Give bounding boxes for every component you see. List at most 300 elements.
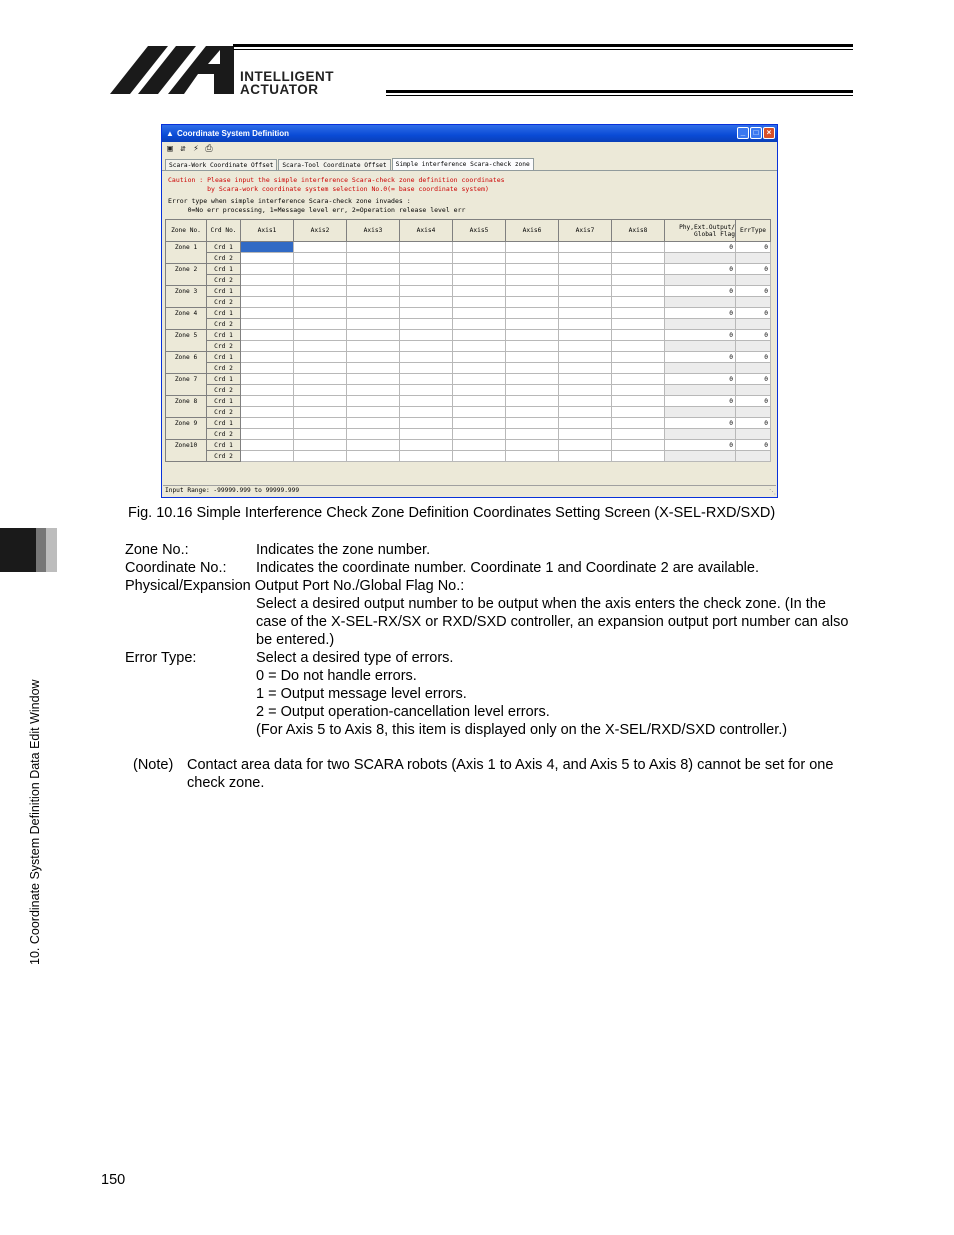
close-button[interactable]: × — [763, 127, 775, 139]
axis-value-cell[interactable] — [453, 374, 506, 385]
window-titlebar[interactable] — [162, 125, 777, 142]
axis-value-cell[interactable] — [241, 429, 294, 440]
chapter-side-label: 10. Coordinate System Definition Data Edit Window — [28, 679, 42, 965]
axis-value-cell[interactable] — [506, 297, 559, 308]
errtype-cell[interactable]: 0 — [736, 264, 771, 275]
axis-value-cell[interactable] — [294, 319, 347, 330]
coordinate-system-window — [161, 124, 778, 498]
axis-value-cell[interactable] — [347, 407, 400, 418]
axis-value-cell[interactable] — [612, 440, 665, 451]
output-flag-cell[interactable] — [665, 275, 736, 286]
axis-value-cell[interactable] — [347, 242, 400, 253]
output-flag-cell[interactable]: 0 — [665, 440, 736, 451]
axis-value-cell[interactable] — [453, 451, 506, 462]
axis-value-cell[interactable] — [241, 341, 294, 352]
zone-label: Zone 2 — [166, 264, 207, 275]
zone-label-blank — [166, 253, 207, 264]
zone-label: Zone 3 — [166, 286, 207, 297]
axis-value-cell[interactable] — [347, 308, 400, 319]
axis-value-cell[interactable] — [559, 308, 612, 319]
axis-value-cell[interactable] — [241, 330, 294, 341]
axis-value-cell[interactable] — [294, 330, 347, 341]
table-row — [166, 440, 771, 451]
table-row — [166, 319, 771, 330]
header-rule-top-thin — [233, 49, 853, 50]
output-flag-cell[interactable]: 0 — [665, 352, 736, 363]
axis-value-cell[interactable] — [506, 253, 559, 264]
axis-value-cell[interactable] — [559, 352, 612, 363]
zone-label-blank — [166, 297, 207, 308]
output-flag-cell[interactable]: 0 — [665, 308, 736, 319]
axis-value-cell[interactable] — [347, 363, 400, 374]
axis-value-cell[interactable] — [559, 396, 612, 407]
axis-value-cell[interactable] — [559, 440, 612, 451]
header-rule-bottom-thin — [386, 95, 853, 96]
resize-grip[interactable]: ⋱ — [769, 488, 776, 496]
axis-value-cell[interactable] — [400, 374, 453, 385]
axis-value-cell[interactable] — [453, 363, 506, 374]
output-flag-cell[interactable] — [665, 407, 736, 418]
brand-line-1: INTELLIGENT — [240, 69, 334, 84]
axis-value-cell[interactable] — [294, 341, 347, 352]
axis-value-cell[interactable] — [612, 253, 665, 264]
axis-value-cell[interactable] — [400, 319, 453, 330]
axis-value-cell[interactable] — [559, 264, 612, 275]
axis-value-cell[interactable] — [241, 385, 294, 396]
axis-value-cell[interactable] — [241, 253, 294, 264]
axis-value-cell[interactable] — [612, 330, 665, 341]
axis-value-cell[interactable] — [453, 407, 506, 418]
output-flag-cell[interactable]: 0 — [665, 418, 736, 429]
axis-value-cell[interactable] — [559, 385, 612, 396]
zone-label-blank — [166, 451, 207, 462]
output-flag-cell[interactable]: 0 — [665, 264, 736, 275]
column-header: Zone No. — [166, 220, 207, 242]
output-flag-cell[interactable] — [665, 341, 736, 352]
errtype-cell[interactable]: 0 — [736, 440, 771, 451]
zone-label-blank — [166, 363, 207, 374]
axis-value-cell[interactable] — [453, 440, 506, 451]
axis-value-cell[interactable] — [347, 253, 400, 264]
axis-value-cell[interactable] — [400, 242, 453, 253]
axis-value-cell[interactable] — [506, 418, 559, 429]
tab-strip — [162, 156, 777, 171]
axis-value-cell[interactable] — [400, 363, 453, 374]
axis-value-cell[interactable] — [612, 275, 665, 286]
axis-value-cell[interactable] — [347, 418, 400, 429]
output-flag-cell[interactable] — [665, 385, 736, 396]
page-number: 150 — [101, 1172, 126, 1188]
axis-value-cell[interactable] — [400, 297, 453, 308]
column-header: Axis5 — [453, 220, 506, 242]
coordinate-label: Crd 2 — [207, 385, 241, 396]
axis-value-cell[interactable] — [347, 429, 400, 440]
axis-value-cell[interactable] — [241, 308, 294, 319]
axis-value-cell[interactable] — [506, 385, 559, 396]
axis-value-cell[interactable] — [347, 264, 400, 275]
axis-value-cell[interactable] — [400, 253, 453, 264]
column-header: Axis7 — [559, 220, 612, 242]
errtype-cell[interactable]: 0 — [736, 286, 771, 297]
column-header: Crd No. — [207, 220, 241, 242]
errtype-cell[interactable] — [736, 451, 771, 462]
axis-value-cell[interactable] — [559, 242, 612, 253]
window-title: Coordinate System Definition — [177, 129, 290, 138]
axis-value-cell[interactable] — [294, 352, 347, 363]
axis-value-cell[interactable] — [347, 297, 400, 308]
axis-value-cell[interactable] — [453, 308, 506, 319]
axis-value-cell[interactable] — [612, 429, 665, 440]
axis-value-cell[interactable] — [612, 418, 665, 429]
axis-value-cell[interactable] — [559, 330, 612, 341]
axis-value-cell[interactable] — [347, 341, 400, 352]
axis-value-cell[interactable] — [347, 374, 400, 385]
transfer-icon[interactable]: ⇵ — [180, 144, 186, 154]
minimize-button[interactable]: _ — [737, 127, 749, 139]
table-row — [166, 385, 771, 396]
axis-value-cell[interactable] — [294, 429, 347, 440]
table-row — [166, 330, 771, 341]
axis-value-cell[interactable] — [506, 440, 559, 451]
zone-label: Zone 8 — [166, 396, 207, 407]
column-header: Phy,Ext.Output/ Global Flag — [665, 220, 736, 242]
axis-value-cell[interactable] — [347, 440, 400, 451]
zone-label: Zone 1 — [166, 242, 207, 253]
errtype-cell[interactable] — [736, 297, 771, 308]
errtype-cell[interactable] — [736, 407, 771, 418]
axis-value-cell[interactable] — [241, 374, 294, 385]
coordinate-label: Crd 2 — [207, 451, 241, 462]
axis-value-cell[interactable] — [294, 242, 347, 253]
coordinate-label: Crd 1 — [207, 418, 241, 429]
table-row — [166, 253, 771, 264]
tab-scara-work-offset[interactable]: Scara-Work Coordinate Offset — [165, 159, 277, 170]
errtype-cell[interactable] — [736, 363, 771, 374]
axis-value-cell[interactable] — [612, 308, 665, 319]
zone-label: Zone 7 — [166, 374, 207, 385]
axis-value-cell[interactable] — [400, 451, 453, 462]
axis-value-cell[interactable] — [453, 396, 506, 407]
axis-value-cell[interactable] — [453, 385, 506, 396]
axis-value-cell[interactable] — [506, 396, 559, 407]
zone-label: Zone 4 — [166, 308, 207, 319]
axis-value-cell[interactable] — [347, 275, 400, 286]
note-label: (Note) — [133, 757, 174, 773]
axis-value-cell[interactable] — [506, 319, 559, 330]
axis-value-cell[interactable] — [241, 440, 294, 451]
axis-value-cell[interactable] — [294, 363, 347, 374]
axis-value-cell[interactable] — [506, 363, 559, 374]
axis-value-cell[interactable] — [559, 297, 612, 308]
axis-value-cell[interactable] — [347, 396, 400, 407]
errtype-cell[interactable] — [736, 341, 771, 352]
output-flag-cell[interactable] — [665, 253, 736, 264]
output-flag-cell[interactable]: 0 — [665, 374, 736, 385]
table-row — [166, 374, 771, 385]
axis-value-cell[interactable] — [559, 319, 612, 330]
axis-value-cell[interactable] — [241, 275, 294, 286]
axis-value-cell[interactable] — [241, 396, 294, 407]
axis-value-cell[interactable] — [453, 242, 506, 253]
table-row — [166, 407, 771, 418]
tab-interference-zone[interactable]: Simple interference Scara-check zone — [392, 158, 534, 170]
axis-value-cell[interactable] — [559, 418, 612, 429]
output-flag-cell[interactable]: 0 — [665, 396, 736, 407]
axis-value-cell[interactable] — [453, 264, 506, 275]
tab-panel — [165, 173, 773, 483]
axis-value-cell[interactable] — [506, 341, 559, 352]
note-block — [133, 756, 858, 792]
coordinate-label: Crd 1 — [207, 352, 241, 363]
axis-value-cell[interactable] — [453, 319, 506, 330]
coordinate-label: Crd 2 — [207, 341, 241, 352]
coordinate-label: Crd 1 — [207, 264, 241, 275]
axis-value-cell[interactable] — [241, 363, 294, 374]
axis-value-cell[interactable] — [294, 407, 347, 418]
axis-value-cell[interactable] — [400, 341, 453, 352]
axis-value-cell[interactable] — [400, 418, 453, 429]
status-bar: Input Range: -99999.999 to 99999.999 — [163, 485, 776, 496]
output-flag-cell[interactable] — [665, 363, 736, 374]
coordinate-label: Crd 1 — [207, 374, 241, 385]
column-header: Axis4 — [400, 220, 453, 242]
axis-value-cell[interactable] — [453, 275, 506, 286]
zone-label-blank — [166, 429, 207, 440]
axis-value-cell[interactable] — [347, 319, 400, 330]
definition-output-term: Physical/Expansion Output Port No./Global Flag No.: — [125, 578, 465, 594]
axis-value-cell[interactable] — [559, 429, 612, 440]
column-header: Axis6 — [506, 220, 559, 242]
output-flag-cell[interactable] — [665, 451, 736, 462]
axis-value-cell[interactable] — [506, 352, 559, 363]
axis-value-cell[interactable] — [294, 286, 347, 297]
axis-value-cell[interactable] — [612, 363, 665, 374]
axis-value-cell[interactable] — [453, 297, 506, 308]
axis-value-cell[interactable] — [612, 297, 665, 308]
output-flag-cell[interactable]: 0 — [665, 242, 736, 253]
output-flag-cell[interactable]: 0 — [665, 286, 736, 297]
axis-value-cell[interactable] — [612, 319, 665, 330]
company-logo — [110, 44, 235, 96]
note-text: Contact area data for two SCARA robots (Axis 1 to Axis 4, and Axis 5 to Axis 8) cannot be set for one check zone. — [187, 757, 834, 791]
errtype-cell[interactable]: 0 — [736, 374, 771, 385]
table-row — [166, 429, 771, 440]
output-flag-cell[interactable] — [665, 319, 736, 330]
axis-value-cell[interactable] — [506, 275, 559, 286]
table-row — [166, 451, 771, 462]
definition-error: Error Type: Select a desired type of errors. — [125, 650, 454, 666]
coordinate-label: Crd 2 — [207, 429, 241, 440]
axis-value-cell[interactable] — [506, 286, 559, 297]
maximize-button[interactable]: □ — [750, 127, 762, 139]
errtype-cell[interactable]: 0 — [736, 396, 771, 407]
table-row — [166, 418, 771, 429]
axis-value-cell[interactable] — [453, 341, 506, 352]
axis-value-cell[interactable] — [506, 242, 559, 253]
axis-value-cell[interactable] — [506, 264, 559, 275]
axis-value-cell[interactable] — [559, 363, 612, 374]
axis-value-cell[interactable] — [294, 297, 347, 308]
axis-value-cell[interactable] — [506, 374, 559, 385]
coordinate-label: Crd 1 — [207, 330, 241, 341]
axis-value-cell[interactable] — [612, 341, 665, 352]
flash-icon[interactable]: ⚡ — [193, 144, 199, 154]
axis-value-cell[interactable] — [400, 330, 453, 341]
zone-label: Zone 6 — [166, 352, 207, 363]
print-icon[interactable]: ⎙ — [205, 144, 213, 154]
axis-value-cell[interactable] — [453, 418, 506, 429]
column-header: Axis2 — [294, 220, 347, 242]
axis-value-cell[interactable] — [400, 385, 453, 396]
window-toolbar — [162, 142, 777, 156]
errtype-cell[interactable]: 0 — [736, 330, 771, 341]
axis-value-cell[interactable] — [453, 429, 506, 440]
axis-value-cell[interactable] — [612, 374, 665, 385]
axis-value-cell[interactable] — [400, 352, 453, 363]
brand-line-2: ACTUATOR — [240, 82, 319, 97]
axis-value-cell[interactable] — [559, 374, 612, 385]
brand-name — [240, 70, 334, 96]
axis-value-cell[interactable] — [612, 396, 665, 407]
table-row — [166, 363, 771, 374]
errtype-cell[interactable] — [736, 319, 771, 330]
axis-value-cell[interactable] — [347, 330, 400, 341]
error-type-1: 1 = Output message level errors. — [256, 686, 467, 702]
axis-value-cell[interactable] — [294, 418, 347, 429]
caution-text: Caution : Please input the simple interference Scara-check zone definition coordinates by Scara-work coordinate system selection No.0(= base coordinate system) — [168, 176, 505, 193]
axis-value-cell[interactable] — [559, 407, 612, 418]
errtype-cell[interactable] — [736, 253, 771, 264]
coordinate-label: Crd 2 — [207, 407, 241, 418]
axis-value-cell[interactable] — [559, 451, 612, 462]
axis-value-cell[interactable] — [506, 330, 559, 341]
save-icon[interactable]: ▣ — [167, 144, 173, 154]
errtype-cell[interactable] — [736, 275, 771, 286]
axis-value-cell[interactable] — [559, 253, 612, 264]
definition-coordinate: Coordinate No.: Indicates the coordinate number. Coordinate 1 and Coordinate 2 are available. — [125, 560, 759, 576]
axis-value-cell[interactable] — [506, 451, 559, 462]
axis-value-cell[interactable] — [241, 451, 294, 462]
zone-data-grid — [165, 219, 771, 462]
axis-value-cell[interactable] — [294, 374, 347, 385]
axis-value-cell[interactable] — [294, 440, 347, 451]
axis-value-cell[interactable] — [241, 418, 294, 429]
axis-value-cell[interactable] — [559, 286, 612, 297]
axis-value-cell[interactable] — [612, 286, 665, 297]
axis-value-cell[interactable] — [294, 385, 347, 396]
error-type-info: Error type when simple interference Scara-check zone invades : 0=No err processing, 1=Message level err, 2=Operation release level err — [168, 197, 466, 214]
axis-value-cell[interactable] — [241, 286, 294, 297]
zone-label: Zone10 — [166, 440, 207, 451]
errtype-cell[interactable] — [736, 429, 771, 440]
axis-value-cell[interactable] — [400, 440, 453, 451]
axis-value-cell[interactable] — [400, 396, 453, 407]
table-row — [166, 341, 771, 352]
chapter-tab-marker — [0, 528, 57, 572]
errtype-cell[interactable]: 0 — [736, 242, 771, 253]
column-header: ErrType — [736, 220, 771, 242]
axis-value-cell[interactable] — [612, 352, 665, 363]
tab-scara-tool-offset[interactable]: Scara-Tool Coordinate Offset — [278, 159, 390, 170]
axis-value-cell[interactable] — [400, 286, 453, 297]
errtype-cell[interactable] — [736, 385, 771, 396]
axis-value-cell[interactable] — [347, 286, 400, 297]
axis-value-cell[interactable] — [241, 352, 294, 363]
definition-output-desc: Select a desired output number to be output when the axis enters the check zone. (In the case of the X-SEL-RX/SX or RXD/SXD controller, an expansion output port number can also be entered.) — [256, 596, 849, 648]
axis-value-cell[interactable] — [400, 429, 453, 440]
axis-value-cell[interactable] — [294, 308, 347, 319]
axis-value-cell[interactable] — [453, 352, 506, 363]
axis-value-cell[interactable] — [347, 352, 400, 363]
zone-label-blank — [166, 407, 207, 418]
coordinate-label: Crd 2 — [207, 275, 241, 286]
coordinate-label: Crd 2 — [207, 253, 241, 264]
axis-value-cell[interactable] — [347, 451, 400, 462]
axis-value-cell[interactable] — [612, 385, 665, 396]
output-flag-cell[interactable] — [665, 297, 736, 308]
axis-value-cell[interactable] — [453, 286, 506, 297]
axis-value-cell[interactable] — [347, 385, 400, 396]
figure-caption: Fig. 10.16 Simple Interference Check Zone Definition Coordinates Setting Screen (X-SEL-RXD/SXD) — [128, 505, 776, 521]
axis-value-cell[interactable] — [400, 407, 453, 418]
table-row — [166, 264, 771, 275]
axis-value-cell[interactable] — [506, 308, 559, 319]
axis-value-cell[interactable] — [612, 407, 665, 418]
zone-label-blank — [166, 385, 207, 396]
axis-value-cell[interactable] — [400, 275, 453, 286]
errtype-cell[interactable]: 0 — [736, 352, 771, 363]
axis-value-cell[interactable] — [453, 330, 506, 341]
axis-value-cell[interactable] — [241, 319, 294, 330]
table-row — [166, 286, 771, 297]
table-row — [166, 275, 771, 286]
axis-value-cell[interactable] — [294, 275, 347, 286]
coordinate-label: Crd 2 — [207, 363, 241, 374]
column-header: Axis3 — [347, 220, 400, 242]
errtype-cell[interactable]: 0 — [736, 418, 771, 429]
axis-value-cell[interactable] — [294, 253, 347, 264]
axis-value-cell[interactable] — [506, 429, 559, 440]
axis-value-cell[interactable] — [294, 264, 347, 275]
axis-value-cell[interactable] — [453, 253, 506, 264]
axis-value-cell[interactable] — [241, 264, 294, 275]
axis-value-cell[interactable] — [559, 275, 612, 286]
axis-value-cell[interactable] — [400, 264, 453, 275]
error-type-2: 2 = Output operation-cancellation level errors. — [256, 704, 550, 720]
definition-zone: Zone No.: Indicates the zone number. — [125, 542, 431, 558]
error-type-note: (For Axis 5 to Axis 8, this item is displayed only on the X-SEL/RXD/SXD controller.) — [256, 722, 788, 738]
axis-value-cell[interactable] — [241, 407, 294, 418]
axis-value-cell[interactable] — [612, 264, 665, 275]
axis-value-cell[interactable] — [400, 308, 453, 319]
axis-value-cell[interactable] — [294, 451, 347, 462]
header-rule-top — [233, 44, 853, 47]
output-flag-cell[interactable] — [665, 429, 736, 440]
axis-value-cell[interactable] — [506, 407, 559, 418]
axis-value-cell[interactable] — [294, 396, 347, 407]
axis-value-cell[interactable] — [241, 297, 294, 308]
axis-value-cell[interactable] — [612, 242, 665, 253]
coordinate-label: Crd 1 — [207, 396, 241, 407]
zone-label-blank — [166, 319, 207, 330]
axis-value-cell[interactable] — [612, 451, 665, 462]
axis-value-cell[interactable] — [559, 341, 612, 352]
output-flag-cell[interactable]: 0 — [665, 330, 736, 341]
axis-value-cell[interactable] — [241, 242, 294, 253]
errtype-cell[interactable]: 0 — [736, 308, 771, 319]
coordinate-label: Crd 1 — [207, 440, 241, 451]
column-header: Axis8 — [612, 220, 665, 242]
